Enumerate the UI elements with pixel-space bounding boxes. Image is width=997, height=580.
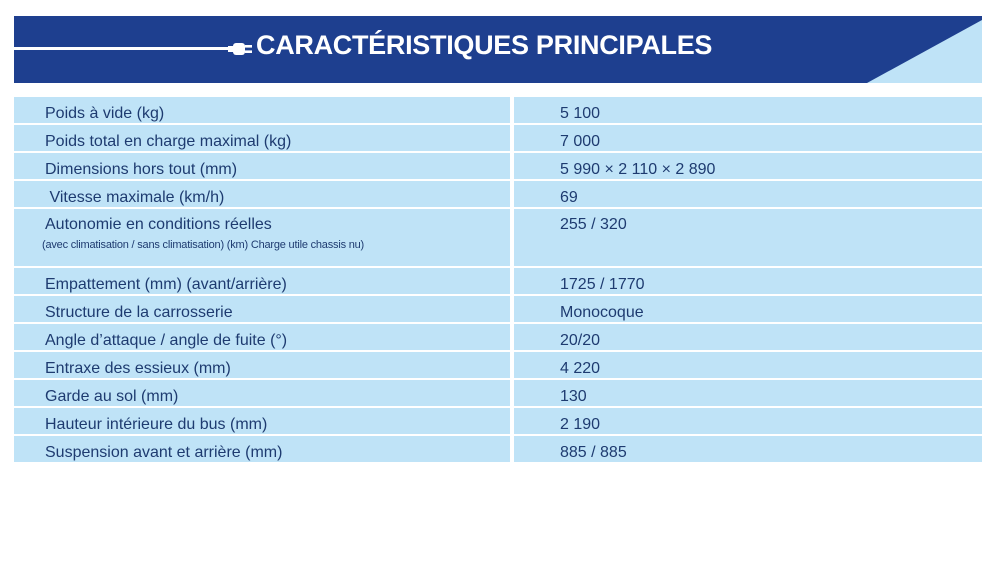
table-row	[14, 97, 982, 125]
table-row	[14, 181, 982, 209]
spec-value: 885 / 885	[510, 436, 982, 464]
table-row	[14, 268, 982, 296]
spec-label: Angle d’attaque / angle de fuite (°)	[14, 324, 510, 352]
spec-label: Entraxe des essieux (mm)	[14, 352, 510, 380]
spec-label: Suspension avant et arrière (mm)	[14, 436, 510, 464]
spec-label: Hauteur intérieure du bus (mm)	[14, 408, 510, 436]
table-row	[14, 408, 982, 436]
spec-value: 5 990 × 2 110 × 2 890	[510, 153, 982, 181]
spec-label-text: Autonomie en conditions réelles	[45, 216, 272, 233]
spec-value: 69	[510, 181, 982, 209]
table-row	[14, 352, 982, 380]
spec-sublabel: (avec climatisation / sans climatisation) (km) Charge utile chassis nu)	[42, 239, 365, 251]
spec-label: Structure de la carrosserie	[14, 296, 510, 324]
page-title: CARACTÉRISTIQUES PRINCIPALES	[256, 30, 713, 60]
spec-label	[14, 209, 510, 268]
spec-label: Poids total en charge maximal (kg)	[14, 125, 510, 153]
header-rule	[14, 47, 232, 50]
spec-value: 20/20	[510, 324, 982, 352]
table-row	[14, 209, 982, 268]
corner-triangle-icon	[867, 16, 982, 83]
table-row	[14, 436, 982, 464]
table-row	[14, 296, 982, 324]
spec-value: 4 220	[510, 352, 982, 380]
spec-label: Dimensions hors tout (mm)	[14, 153, 510, 181]
spec-label: Garde au sol (mm)	[14, 380, 510, 408]
spec-value: 130	[510, 380, 982, 408]
table-row	[14, 380, 982, 408]
plug-icon	[228, 40, 254, 58]
spec-label: Empattement (mm) (avant/arrière)	[14, 268, 510, 296]
spec-label	[14, 181, 510, 209]
spec-value: 7 000	[510, 125, 982, 153]
table-row	[14, 125, 982, 153]
section-header	[14, 16, 982, 83]
spec-value: 5 100	[510, 97, 982, 125]
spec-label: Poids à vide (kg)	[14, 97, 510, 125]
spec-label-text: Vitesse maximale (km/h)	[45, 189, 225, 206]
table-row	[14, 153, 982, 181]
spec-value: 2 190	[510, 408, 982, 436]
spec-value: 1725 / 1770	[510, 268, 982, 296]
spec-value: 255 / 320	[510, 209, 982, 268]
specs-table	[14, 97, 982, 464]
table-row	[14, 324, 982, 352]
spec-value: Monocoque	[510, 296, 982, 324]
